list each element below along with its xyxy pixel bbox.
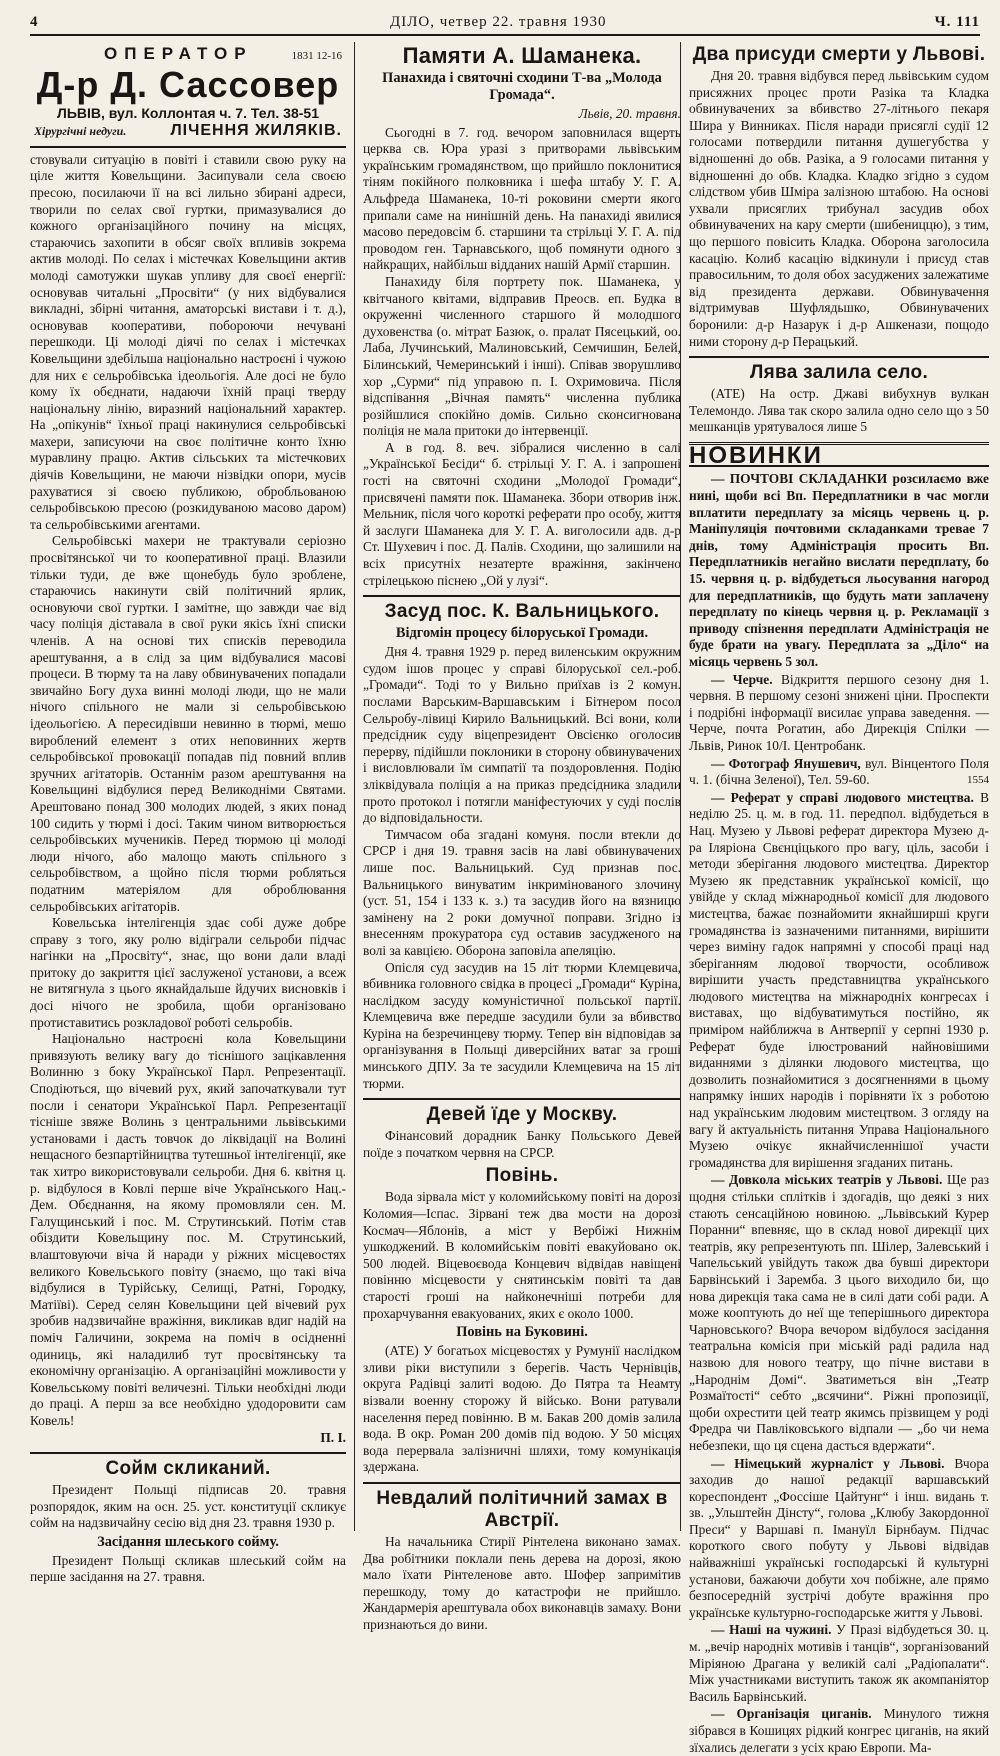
headline-devey: Девей їде у Москву.	[426, 1104, 618, 1126]
news-item	[689, 672, 989, 755]
divider	[363, 1098, 681, 1100]
subheadline-valnytsky: Відгомін процесу білоруської Громади.	[395, 625, 649, 642]
article-paragraph: стовували ситуацію в повіті і ставили свою руку на ціле життя Ковельщини. Засипували села своєю пресою, посилаючи її на всі лильно збирані адреси, творили по селах свої гуртки, примазувалися до кожного організаційного почину на місцях, стараючись захопити в обсяг своїх впливів зокрема актив молоді. По селах і містечках Ковельщини актив молоді самотужки шукав упливу для своєї енергії: основував читальні „Просвіти“ (у них відбувалися викладні, збірні читання, аматорські вистави і т. д.), основував кооперативи, побороючи нечувані перешкоди. Ці молоді діячі по селах і містечках Ковельщини здебільша національно настроєні і чужою для них є сельробівська ідеольогія. Але досі не було кому їх обєднати, надаючи їхній праці тверду національну лінію, виразний національний характер. На „опікунів“ їхньої праці накинулися сельробівські махери, записуючи на своє політичне конто їхню муравлину працю. Актив сільських та містечкових діячів Ковельщини, не маючи нізвідки опори, мусів рахуватися зі своєю публикою, обробльованою сельробівською пресою (розкидуваною масово даром) та сельробівськими агентами.	[30, 151, 346, 532]
news-item-text: У Празі відбудеться 30. ц. м. „вечір народніх мотивів і танців“, зорганізований Міріяною Драгана у великій салі „Радіопалати“. Між участниками виступить також як акомпаніятор Василь Барвінський.	[689, 1622, 989, 1704]
ad-treatment: ЛІЧЕННЯ ЖИЛЯКІВ.	[170, 122, 342, 140]
dateline: Львів, 20. травня.	[578, 106, 681, 121]
article-paragraph: Дня 4. травня 1929 р. перед виленським окружним судом ішов процес у справі білоруської сел.-роб. „Громади“. Тоді то у Вильно приїхав із 2 комун. послами Варським-Варшавським і Бітнером посол Сельробу-лівиці Кирило Вальницький. Всі вони, коли предсідник суду віцепрезидент Овсієнко оголосив перерву, підійшли поклоники в сторону обвинувачених і висловлювали їм симпатії та поздоровлення. Подію зліквідувала поліція а на приказ предсідника зладили прото протокол і потягли маніфестуючих у суді послів до відповідальности.	[363, 644, 681, 826]
column-2	[354, 42, 681, 1632]
headline-shamanek: Памяти А. Шаманека.	[402, 43, 642, 68]
issue-number: Ч. 111	[934, 14, 980, 30]
news-item	[689, 756, 989, 789]
ad-operator: ОПЕРАТОР	[104, 44, 253, 63]
news-item-text: Вчора заходив до нашої редакції варшавський кореспондент „Фоссіше Цайтунг“ і інш. видань т. зв. „Ульштейн Дінсту“, голова „Клюбу Закордонної Преси“ у Варшаві п. Імануїл Бірнбаум. Підчас короткого свого побуту у Львові відвідав найважніші українські господарські й культурні установи, бажаючи добути хоч побіжне, але прямо безпосередній зустрічі добуте вражіння про українське культурно-господарське життя у Львові.	[689, 1455, 989, 1620]
news-item-text: Ще раз щодня стільки сплітків і здогадів, що деякі з них стають сенсаційною новиною. „Львівський Курер Поранни“ впевняє, що в склад нової дирекції цих театрів, яку репрезентують пп. Шілер, Залевський і Чапельський увійдуть також два бувші директори Барвінський і Заремба. З цього виходило би, що нова дирекція така сама не в силі дати собі ради. А може кооптують до неї ще теперішнього директора Чарновського? Вчора вечором відбулося засідання театральна комісія при міській раді радила над назвою для нового театру, що пічне вистави в „Народнім Домі“. Зватиметься він „Театр Розмаїтості“ себто „всячини“. Ріжні пропозиції, щоби охрестити цей театр якимсь прізвищем у роді Фредра чи Павліковського відпали — „бо чи нема небезпеки, що ця сцена дасться вдержати“.	[689, 1172, 989, 1453]
headline-silesia: Засідання шлеського сойму.	[97, 1533, 279, 1550]
divider	[689, 356, 989, 358]
article-paragraph: А в год. 8. веч. зібралися численно в салі „Української Бесіди“ б. стрільці У. Г. А. і запрошені гості на святочні сходини „Молодої Громади“, присвячені памяти пок. Шаманека. Збори отворив інж. Мельник, після чого короткі реферати про особу, життя й заслуги Шаманека для У. Г. А. виголосили адв. д-р Ст. Шухевич і пос. Д. Палів. Сходини, що залишили на всіх присутніх незатерте вражіння, закінчено стрілецькою піснею „Ой у лузі“.	[363, 439, 681, 588]
news-item-lead: — Довкола міських театрів у Львові.	[711, 1172, 943, 1188]
divider	[363, 595, 681, 597]
headline-death-sentences: Два присуди смерти у Львові.	[692, 44, 986, 65]
masthead	[30, 8, 980, 36]
news-item-lead: — Наші на чужині.	[711, 1622, 832, 1638]
article-paragraph: Панахиду біля портрету пок. Шаманека, у квітчаного квітами, відправив Преосв. еп. Будка в окруженні численного старшого й молодшого духовенства (о. мітрат Базюк, о. пралат Пясецький, оо. Лаба, Лучинський, Малиновський, Семчишин, Белей, Білинський, Чемеринський і інші). Співав зворушливо хор „Сурми“ під управою п. І. Охримовича. Після відспівання „Вічная память“ численна публика розійшлися спокійно домів. Сильно сконсигнована поліція не мала притоки до інтервенції.	[363, 273, 681, 439]
ad-surgery: Хірургічні недуги.	[34, 124, 127, 139]
article-paragraph: Вода зірвала міст у коломийському повіті на дорозі Коломия—Іспас. Зірвані теж два мости на дорозі Космач—Яблонів, а міст у Вербіжі Нижнім ушкоджений. В коломийськім повіті евакуйовано ок. 500 людей. Віцевоєвода Концевич відвідав навіщені повінню місцевости у снятинськім повіті та дав старості гроші на найконечніші потреби для прохарчування евакуованих, яких є около 1000.	[363, 1189, 681, 1321]
news-item-text: розсилаємо вже нині, щоби всі Вп. Передплатники в час могли вплатити передплату за місяць червень ц. р. Маніпуляція почтовими складанками тревае 7 днів, тому Адміністрація просить Вп. Передплатників негайно вислати передплату, бо 15. червня ц. р. відбудеться льосування нагород для передплатників, що будуть мати заплачену передплату по кінець червня ц. р. Рекламації з приводу спізнення передплати Адміністрація не буде брати на увагу. Передплата за „Діло“ на місяць червень 5 зол.	[689, 471, 989, 669]
news-item	[689, 471, 989, 670]
news-item-lead: — Організація циганів.	[711, 1706, 872, 1722]
news-item-lead: — Німецький журналіст у Львові.	[711, 1455, 945, 1471]
news-item-text: Минулого тижня зібрався в Кошицях рідкий конгрес циганів, на який зїхались делегати з усіх краю Европи. Ма-	[689, 1706, 989, 1755]
divider	[30, 1452, 346, 1454]
subheadline-shamanek: Панахида і святочні сходини Т-ва „Молода Громада“.	[382, 70, 662, 103]
article-paragraph: Ковельська інтелігенція здає собі дуже добре справу з того, яку ролю відіграли сельроби підчас нагінки на „Просвіту“, знає, що вони дали владі притоку до закриття цієї заслуженої установи, а всеж не витягнула з цього якнайдальше йдучих висновків і досі нічого не зробила, щоби організовано протиставитись розкладової роботі сельробів.	[30, 915, 346, 1030]
news-item-lead: — Реферат у справі людового мистецтва.	[711, 789, 974, 805]
article-paragraph: Опісля суд засудив на 15 літ тюрми Клемцевича, вбивника головного свідка в процесі „Громади“ Куріна, наслідком засуду комуністичної польської партії. Клемцевича вже передше засудили були за вбивство Куріна на безречинцеву тюрму. Тепер він відповідав за організування в Польщі диверсійних ватаг за гроші минського ДПУ. За те засудили Клемцевича на 15 літ тюрми.	[363, 959, 681, 1091]
article-paragraph: (АТЕ) На остр. Джаві вибухнув вулкан Телемондо. Лява так скоро залила одно село що з 50 мешканців урятувалося лише 5	[689, 386, 989, 435]
divider	[363, 1482, 681, 1484]
article-paragraph: Президент Польщі підписав 20. травня розпорядок, яким на осн. 25. уст. конституції скликує сойм на надзвичайну сесію від дня 23. травня 1930 р.	[30, 1482, 346, 1531]
news-item-text: Відкриття першого сезону дня 1. червня. В першому сезоні знижені ціни. Проспекти і подрібні інформації висилає управа заведення. — Черче, почта Рогатин, або Дирекція Спілки — Львів, Ринок 10/І. Центробанк.	[689, 671, 989, 753]
article-paragraph: Дня 20. травня відбувся перед львівським судом присяжних процес проти Разіка та Кладка обвинувачених за вбивство 27-літнього пекаря Шира у Винниках. Після наради присяглі судії 12 голосами потвердили питання душегубства у відношенні до обв. Разіка, а 9 голосами питання у відношенні до обв. Кладка. Кладко згідно з судом слідством убив Шміра залізною штабою. На основі ухвали присяглих трибунал засудив обох обвинувачених на кару смерти (шибениццю), з тим, що першого повісить Кладка. Оборона заголосила касацію. Колиб касацію відкинули і присуд став правосильним, то доля обох засуджених залежатиме від президента держави. Обвинувачення відтримував Шуфлядьшко, Обвинувачених боронили: д-р Назарук і д-р Ашкенази, пощодо ними сторону д-р Перацький.	[689, 68, 989, 349]
headline-soim: Сойм скликаний.	[105, 1458, 271, 1480]
ad-doctor-name: Д-р Д. Сассовер	[36, 63, 340, 105]
headline-austria: Невдалий політичний замах в Австрії.	[376, 1487, 668, 1531]
masthead-title: ДІЛО, четвер 22. травня 1930	[390, 14, 607, 30]
news-item-lead: — ПОЧТОВІ СКЛАДАНКИ	[711, 471, 888, 487]
column-1	[30, 42, 346, 1585]
article-signature: П. І.	[320, 1429, 346, 1445]
news-section-heading: НОВИНКИ	[689, 442, 989, 468]
news-item	[689, 790, 989, 1172]
article-paragraph: Фінансовий дорадник Банку Польського Девей поїде з початком червня на СРСР.	[363, 1128, 681, 1160]
page-number: 4	[30, 14, 39, 30]
article-paragraph: (АТЕ) У богатьох місцевостях у Румунії наслідком зливи ріки виступили з берегів. Часть Чернівців, округа Радівці залиті водою. До Пятра та Неамту візвали военну сторожу й військо. Вони ратували населення перед повінню. В м. Бакав 200 домів залила вода. В окр. Роман 200 домів під водою. У 50 місцях вода перервала залізничні шляхи, тому комунікація здержана.	[363, 1343, 681, 1475]
news-item	[689, 1456, 989, 1622]
news-item-lead: — Черче.	[711, 671, 773, 687]
news-item	[689, 1172, 989, 1454]
news-item-text: В неділю 25. ц. м. в год. 11. передпол. відбудеться в Нац. Музею у Львові реферат директора Музею д-ра Іляріона Свєнціцького про вагу, ціль, засоби і методи зберігання людового мистецтва. Директор Музею як представник української комісії, що увійде у склад міжнародньої комісії для людового мистецтва, бажає познайомити якнайширші круги громадянства із зазначеними питаннями, вирішити через виміну гадок напрямні у способі праці над зберіганням людової творчости, особливож вирішити участь представництва українського людового мистецтва на міжнародніх конгресах і виставах, що відбуватимуться постійно, як приміром найближча в Антверпії у серпні 1930 р. Реферат буде ілюстрований найновішими виданнями з ділянки людового мистецтва, що дозволить познайомитися з досягненнями в цьому напрямку інших народів і порівняти їх з роботою над українським людовим мистецтвом. З огляду на вагу й актуальність питання Управа Національного Музею очікує якнайчисленнішої участи громадянства для вирішення згаданих питань.	[689, 789, 989, 1170]
headline-lava: Лява залила село.	[749, 362, 929, 384]
news-item	[689, 1622, 989, 1705]
ad-address: ЛЬВІВ, вул. Коллонтая ч. 7. Тел. 38-51	[57, 104, 319, 121]
news-item-text: вул. Вінцентого Поля ч. 1. (бічна Зеленої), Тел. 59-60.	[689, 755, 989, 788]
ad-code: 1831 12-16	[291, 50, 342, 62]
headline-bukovina-flood: Повінь на Буковині.	[456, 1324, 588, 1341]
news-item-lead: — Фотограф Янушевич,	[711, 755, 861, 771]
news-item-ref: 1554	[967, 774, 989, 787]
column-3	[680, 42, 989, 1755]
article-paragraph: Тимчасом оба згадані комуня. посли втекли до СРСР і дня 19. травня засів на лаві обвинувачених лише пос. Вальницький. Суд признав пос. Вальницького винуватим інкримінованого злочину (уст. 51, 154 і 133 к. з.) та засудив його на вязницю замінену на 2 роки домучної поправи. Згідно із внесенням прокуратора суд оставив засудженого на волі за кавцією. Оборона заповіла апеляцію.	[363, 826, 681, 958]
news-item	[689, 1706, 989, 1756]
headline-valnytsky: Засуд пос. К. Вальницького.	[384, 601, 660, 623]
article-paragraph: Національно настроєні кола Ковельщини привязують велику вагу до тіснішого зацікавлення Волинню з боку Української Парл. Репрезентації. Сподіються, що вічевий рух, який започаткували тут посли і сенатори Української Парл. Репрезентації тісніше звяже Волинь з центральними львівськими установами і дасть товчок до ліквідації на Волині нещасного безпартійництва тутешньої інтелігенції, яке так хитро використовували сельроби. Дня 6. квітня ц. р. відбулося в Ковлі перше віче Українського Нац.-Дем. Обєднання, на якому промовляли сен. М. Галущинський і пос. М. Струтинський. Потім став обіздити Ковельщину пос. М. Струтинський, влаштовуючи віча й наради у ріжних місцевостях великого Ковельського повіту (знаємо, що такі віча відбулися в Турійську, Селищі, Ратні, Городку, Матіїві). Серед селян Ковельщини цей вічевий рух зробив надзвичайне вражіння, викликав вдиг надій на поміч Галичини, зокрема на поміч в осідненні одиниць, які наладилиб тут просвітянську та економічну організацію. А організаційні можливости у Ковельському повіті величезні. Тільки необхідні люди до праці. А перш за все необхідно удодоровити сам Ковель!	[30, 1031, 346, 1428]
article-paragraph: На начальника Стирії Рінтелена виконано замах. Два робітники поклали пень дерева на дорозі, якою мало їхати Рінтеленове авто. Шофер запримітив перешкоду, тому до катастрофи не прийшло. Жандармерія арештувала обох виконавців замаху. Вони признаються до вини.	[363, 1533, 681, 1632]
article-paragraph: Президент Польщі скликав шлеський сойм на перше засідання на 27. травня.	[30, 1552, 346, 1585]
article-paragraph: Сельробівські махери не трактували серіозно просвітянської чи то кооперативної праці. Влазили тільки туди, де вже щонебудь було зроблене, стараючись накинути свій політичний ярлик, основуючи свої гуртки. І замітне, що завжди чає від часу поліція діставала в свої руки якісь їхні списки членів. А на основі тих списків переводила арештування, а в слід за цим відбувалися масові процеси. В тюрму та на лаву обвинувачених попадали звичайно Богу духа винні молоді люди, що не мали нічого спільного не мали зі сельробівською ідеольогією. А пересидівши невинно в тюрмі, мешо вироблений елемент з отих неповинних жертв сельробівської провокації попадав під повний вплив зручних агітаторів. Останнім разом арештування на Ковельщині відбулися перед Великодніми Святами. Арештовано понад 300 молодих людей, з яких понад 100 сидить у тюрмі і досі. Таким чином витворюється сельробівських мучеників. Перед тюрмою ці молоді люди нічого, або малощо мають спільного з сельробівством, а щойно після тюрми робляться податним матеріялом для оброблювання сельробівських агітаторів.	[30, 533, 346, 914]
headline-flood: Повінь.	[485, 1165, 559, 1187]
article-paragraph: Сьогодні в 7. год. вечором заповнилася вщерть церква св. Юра уразі з притворами львівським українським громадянством, що прийшло поклонитися тіням покійного полковника і шефа штабу У. Г. А. Альфреда Шаманека, 10-ті роковини смерти якого припали саме на нинішній день. На панахиді явилися масово передовсім б. старшини та стрільці У. Г. А. під проводом ген. Тарнавського, щоб помянути одного з найкращих, найбільш відданих нашій Армії старшин.	[363, 124, 681, 273]
doctor-advertisement	[30, 42, 346, 148]
